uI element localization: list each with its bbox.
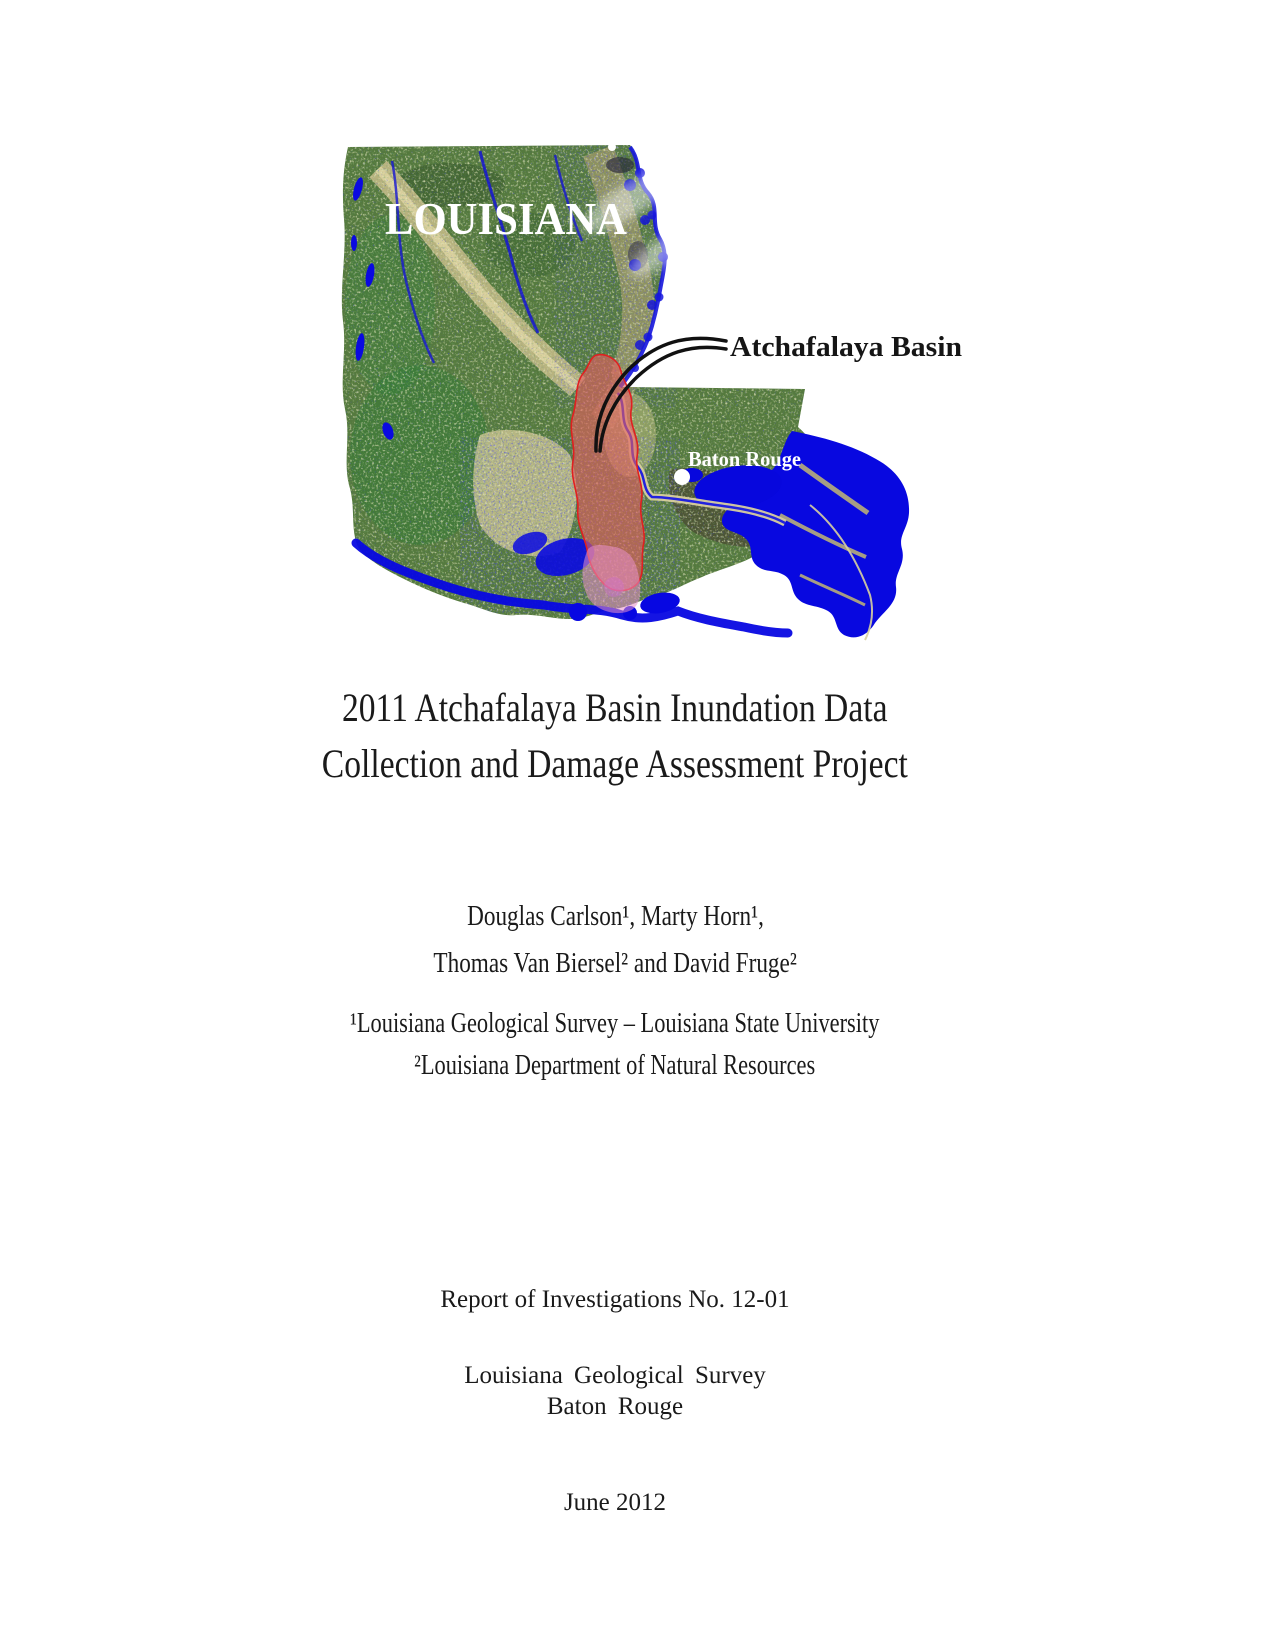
report-title-line1: 2011 Atchafalaya Basin Inundation Data bbox=[342, 685, 888, 730]
report-number: Report of Investigations No. 12-01 bbox=[440, 1286, 790, 1313]
louisiana-satellite-map bbox=[330, 125, 980, 655]
louisiana-map-svg bbox=[330, 125, 980, 655]
author-line1: Douglas Carlson¹, Marty Horn¹, bbox=[466, 900, 764, 932]
basin-label: Atchafalaya Basin bbox=[730, 331, 962, 363]
map-white-dot bbox=[608, 143, 616, 151]
author-line2: Thomas Van Biersel² and David Fruge² bbox=[433, 947, 797, 979]
publication-date: June 2012 bbox=[563, 1489, 667, 1516]
report-title bbox=[0, 680, 1230, 792]
author-list bbox=[0, 893, 1230, 987]
publisher-city: Baton Rouge bbox=[546, 1393, 684, 1420]
affiliation-line2: ²Louisiana Department of Natural Resources bbox=[414, 1050, 816, 1081]
city-marker-dot bbox=[674, 469, 690, 485]
city-label: Baton Rouge bbox=[688, 447, 801, 471]
publisher-name: Louisiana Geological Survey bbox=[464, 1362, 766, 1389]
report-title-line2: Collection and Damage Assessment Project bbox=[321, 741, 909, 786]
publisher-block bbox=[0, 1360, 1230, 1422]
affiliation-list bbox=[0, 1003, 1230, 1087]
state-label: LOUISIANA bbox=[385, 193, 627, 244]
affiliation-line1: ¹Louisiana Geological Survey – Louisiana State University bbox=[350, 1008, 880, 1039]
